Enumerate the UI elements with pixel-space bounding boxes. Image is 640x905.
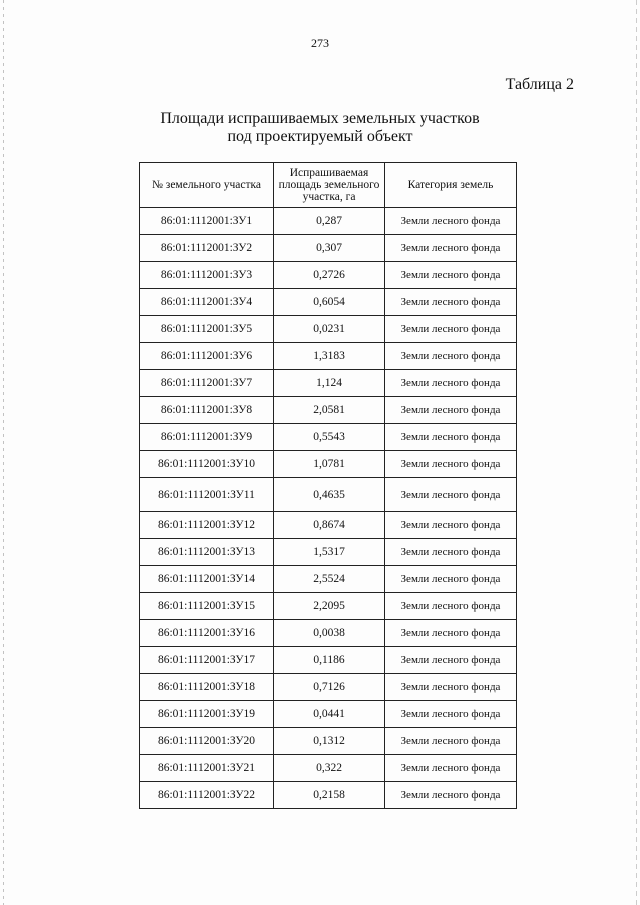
cell-parcel-number: 86:01:1112001:ЗУ5	[140, 316, 274, 343]
cell-land-category: Земли лесного фонда	[385, 262, 517, 289]
table-row	[140, 566, 517, 593]
table-row	[140, 289, 517, 316]
cell-requested-area: 0,322	[274, 755, 385, 782]
cell-parcel-number: 86:01:1112001:ЗУ3	[140, 262, 274, 289]
cell-parcel-number: 86:01:1112001:ЗУ12	[140, 512, 274, 539]
cell-parcel-number: 86:01:1112001:ЗУ21	[140, 755, 274, 782]
cell-requested-area: 0,0441	[274, 701, 385, 728]
cell-land-category: Земли лесного фонда	[385, 701, 517, 728]
table-row	[140, 262, 517, 289]
cell-requested-area: 0,7126	[274, 674, 385, 701]
cell-parcel-number: 86:01:1112001:ЗУ10	[140, 451, 274, 478]
cell-parcel-number: 86:01:1112001:ЗУ11	[140, 478, 274, 512]
cell-land-category: Земли лесного фонда	[385, 593, 517, 620]
cell-land-category: Земли лесного фонда	[385, 566, 517, 593]
cell-land-category: Земли лесного фонда	[385, 755, 517, 782]
cell-parcel-number: 86:01:1112001:ЗУ4	[140, 289, 274, 316]
cell-land-category: Земли лесного фонда	[385, 728, 517, 755]
table-row	[140, 424, 517, 451]
cell-requested-area: 1,124	[274, 370, 385, 397]
table-row	[140, 701, 517, 728]
table-row	[140, 539, 517, 566]
cell-land-category: Земли лесного фонда	[385, 782, 517, 809]
cell-land-category: Земли лесного фонда	[385, 424, 517, 451]
header-requested-area: Испрашиваемая площадь земельного участка, га	[274, 163, 385, 208]
cell-requested-area: 0,6054	[274, 289, 385, 316]
cell-land-category: Земли лесного фонда	[385, 512, 517, 539]
cell-requested-area: 0,2158	[274, 782, 385, 809]
cell-requested-area: 0,4635	[274, 478, 385, 512]
cell-land-category: Земли лесного фонда	[385, 316, 517, 343]
table-row	[140, 755, 517, 782]
table-row	[140, 451, 517, 478]
cell-parcel-number: 86:01:1112001:ЗУ22	[140, 782, 274, 809]
cell-requested-area: 0,287	[274, 208, 385, 235]
cell-requested-area: 1,5317	[274, 539, 385, 566]
cell-land-category: Земли лесного фонда	[385, 397, 517, 424]
cell-parcel-number: 86:01:1112001:ЗУ14	[140, 566, 274, 593]
table-row	[140, 782, 517, 809]
cell-parcel-number: 86:01:1112001:ЗУ19	[140, 701, 274, 728]
cell-requested-area: 0,2726	[274, 262, 385, 289]
cell-requested-area: 0,307	[274, 235, 385, 262]
cell-parcel-number: 86:01:1112001:ЗУ18	[140, 674, 274, 701]
cell-land-category: Земли лесного фонда	[385, 370, 517, 397]
table-label: Таблица 2	[505, 76, 574, 93]
cell-land-category: Земли лесного фонда	[385, 451, 517, 478]
cell-requested-area: 2,2095	[274, 593, 385, 620]
cell-land-category: Земли лесного фонда	[385, 208, 517, 235]
cell-requested-area: 0,1186	[274, 647, 385, 674]
cell-requested-area: 1,3183	[274, 343, 385, 370]
cell-requested-area: 2,0581	[274, 397, 385, 424]
cell-parcel-number: 86:01:1112001:ЗУ8	[140, 397, 274, 424]
cell-requested-area: 2,5524	[274, 566, 385, 593]
cell-requested-area: 0,8674	[274, 512, 385, 539]
cell-land-category: Земли лесного фонда	[385, 478, 517, 512]
table-title-line-2: под проектируемый объект	[227, 128, 413, 145]
table-row	[140, 728, 517, 755]
header-land-category: Категория земель	[385, 163, 517, 208]
cell-requested-area: 1,0781	[274, 451, 385, 478]
table-title-line-1: Площади испрашиваемых земельных участков	[160, 110, 480, 127]
cell-parcel-number: 86:01:1112001:ЗУ2	[140, 235, 274, 262]
page-number: 273	[311, 36, 329, 50]
cell-land-category: Земли лесного фонда	[385, 620, 517, 647]
cell-land-category: Земли лесного фонда	[385, 289, 517, 316]
table-row	[140, 674, 517, 701]
header-parcel-number: № земельного участка	[140, 163, 274, 208]
cell-requested-area: 0,5543	[274, 424, 385, 451]
cell-parcel-number: 86:01:1112001:ЗУ9	[140, 424, 274, 451]
cell-land-category: Земли лесного фонда	[385, 343, 517, 370]
cell-requested-area: 0,0231	[274, 316, 385, 343]
land-parcels-table	[139, 162, 517, 809]
table-row	[140, 478, 517, 512]
table-row	[140, 593, 517, 620]
cell-land-category: Земли лесного фонда	[385, 539, 517, 566]
table-row	[140, 647, 517, 674]
table-row	[140, 397, 517, 424]
table-row	[140, 208, 517, 235]
table-row	[140, 343, 517, 370]
table-row	[140, 512, 517, 539]
cell-parcel-number: 86:01:1112001:ЗУ15	[140, 593, 274, 620]
cell-land-category: Земли лесного фонда	[385, 235, 517, 262]
cell-parcel-number: 86:01:1112001:ЗУ16	[140, 620, 274, 647]
cell-requested-area: 0,0038	[274, 620, 385, 647]
table-row	[140, 370, 517, 397]
table-body	[140, 208, 517, 809]
table-title	[0, 110, 640, 146]
cell-requested-area: 0,1312	[274, 728, 385, 755]
cell-land-category: Земли лесного фонда	[385, 647, 517, 674]
cell-parcel-number: 86:01:1112001:ЗУ1	[140, 208, 274, 235]
cell-parcel-number: 86:01:1112001:ЗУ20	[140, 728, 274, 755]
cell-parcel-number: 86:01:1112001:ЗУ6	[140, 343, 274, 370]
cell-land-category: Земли лесного фонда	[385, 674, 517, 701]
cell-parcel-number: 86:01:1112001:ЗУ7	[140, 370, 274, 397]
cell-parcel-number: 86:01:1112001:ЗУ17	[140, 647, 274, 674]
table-row	[140, 620, 517, 647]
cell-parcel-number: 86:01:1112001:ЗУ13	[140, 539, 274, 566]
table-header-row	[140, 163, 517, 208]
table-row	[140, 235, 517, 262]
table-row	[140, 316, 517, 343]
